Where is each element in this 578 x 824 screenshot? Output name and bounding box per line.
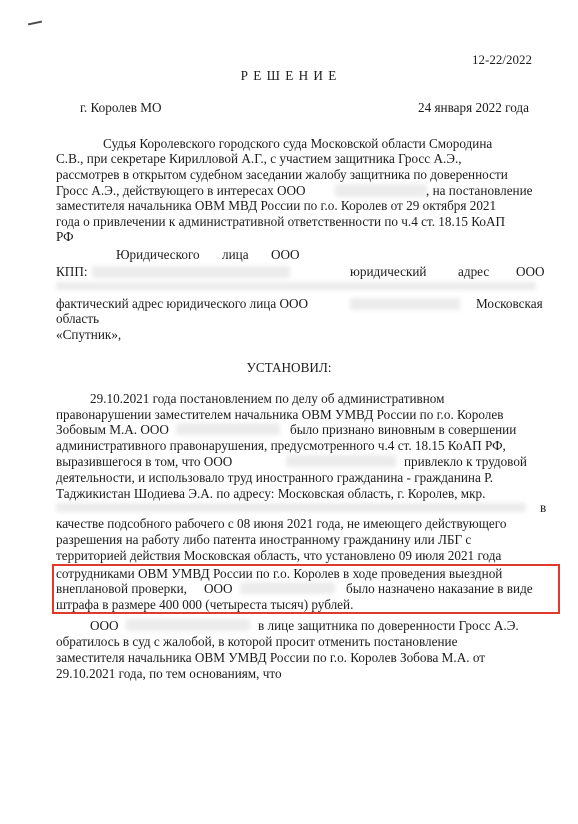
redacted-org-2: [286, 455, 396, 467]
date: 24 января 2022 года: [418, 100, 529, 115]
intro-line-6: года о привлечении к административной ответственности по ч.4 ст. 18.15 КоАП: [56, 214, 506, 229]
appeal-line-4: 29.10.2021 года, по тем основаниям, что: [56, 666, 282, 681]
redacted-address: [56, 503, 526, 512]
body-line-2: правонарушении заместителем начальника ОВМ УМВД России по г.о. Королев: [56, 407, 504, 422]
redacted-org-1: [176, 423, 280, 435]
actual-address-label: фактический адрес юридического лица ООО: [56, 296, 309, 311]
legal-address-org: ООО: [516, 264, 545, 279]
body-line-13c: было назначено наказание в виде: [346, 581, 533, 596]
redacted-actual-address: [350, 298, 460, 310]
intro-line-5: заместителя начальника ОВМ МВД России по г.о. Королев от 29 октября 2021: [56, 198, 497, 213]
intro-line-4a: Гросс А.Э., действующего в интересах ООО: [56, 183, 306, 198]
section-heading: УСТАНОВИЛ:: [246, 360, 332, 375]
city: г. Королев МО: [80, 100, 162, 115]
appeal-line-2: обратилось в суд с жалобой, в которой просит отменить постановление: [56, 634, 458, 649]
body-line-1: 29.10.2021 года постановлением по делу об административном: [90, 391, 445, 406]
document-title: Р Е Ш Е Н И Е: [240, 68, 338, 83]
body-line-5b: привлекло к трудовой: [404, 454, 527, 469]
redacted-org-3: [240, 582, 335, 594]
legal-address-word: адрес: [458, 264, 490, 279]
body-line-13b: ООО: [204, 581, 233, 596]
intro-line-1: Судья Королевского городского суда Московской области Смородина: [103, 136, 493, 151]
kpp-label: КПП:: [56, 264, 88, 279]
region-name: Московская: [476, 296, 543, 311]
pen-mark: [28, 21, 42, 26]
intro-line-4b: , на постановление: [426, 183, 533, 198]
body-line-4: административного правонарушения, предусмотренного ч.4 ст. 18.15 КоАП РФ,: [56, 438, 506, 453]
body-line-10: разрешения на работу либо патента иностранному гражданину или ЛБГ с: [56, 532, 472, 547]
body-line-3a: Зобовым М.А. ООО: [56, 422, 169, 437]
body-line-7: Таджикистан Шодиева Э.А. по адресу: Московская область, г. Королев, мкр.: [56, 486, 486, 501]
intro-line-7: РФ: [56, 229, 74, 244]
body-line-12: сотрудниками ОВМ УМВД России по г.о. Королев в ходе проведения выездной: [56, 566, 503, 581]
entity-person: лица: [222, 247, 249, 262]
intro-line-2: С.В., при секретаре Кирилловой А.Г., с участием защитника Гросс А.Э.,: [56, 151, 462, 166]
body-line-3b: было признано виновным в совершении: [290, 422, 517, 437]
body-line-6: деятельности, и использовало труд иностранного гражданина - гражданина Р.: [56, 470, 494, 485]
body-line-5a: выразившегося в том, что ООО: [56, 454, 233, 469]
redacted-address-line: [56, 282, 536, 290]
body-line-9: качестве подсобного рабочего с 08 июня 2021 года, не имеющего действующего: [56, 516, 507, 531]
entity-label: Юридического: [116, 247, 200, 262]
region-word: область: [56, 311, 100, 326]
org-name: «Спутник»,: [56, 327, 122, 342]
redacted-org-4: [126, 619, 250, 631]
legal-address-label: юридический: [350, 264, 427, 279]
body-line-8a: в: [540, 500, 547, 515]
appeal-line-3: заместителя начальника ОВМ УМВД России по г.о. Королев Зобова М.А. от: [56, 650, 485, 665]
intro-line-3: рассмотрев в открытом судебном заседании жалобу защитника по доверенности: [56, 167, 508, 182]
body-line-13a: внеплановой проверки,: [56, 581, 187, 596]
case-number: 12-22/2022: [472, 52, 532, 67]
redacted-name: [335, 184, 427, 197]
appeal-line-1b: в лице защитника по доверенности Гросс А.Э.: [258, 618, 519, 633]
appeal-line-1a: ООО: [90, 618, 119, 633]
body-line-14: штрафа в размере 400 000 (четыреста тысяч) рублей.: [56, 597, 354, 612]
redacted-kpp: [92, 266, 290, 278]
body-line-11: территорией действия Московская область, что установлено 09 июля 2021 года: [56, 548, 502, 563]
entity-org: ООО: [271, 247, 300, 262]
